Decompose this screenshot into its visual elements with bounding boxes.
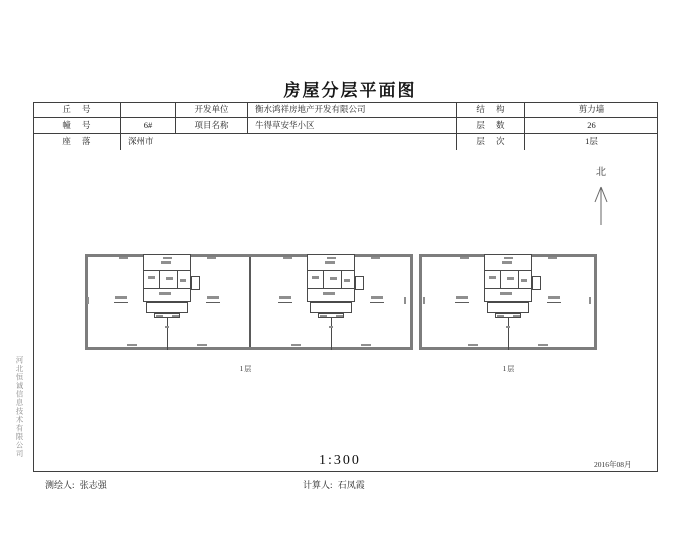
cell-value-location: 深州市 — [121, 134, 457, 150]
cell-value-project-name: 牛得草安华小区 — [248, 118, 457, 133]
page-title: 房屋分层平面图 — [283, 81, 417, 100]
unit-dividing-wall — [249, 257, 251, 347]
calculator-text: 计算人: 石凤霞 — [303, 480, 365, 490]
cell-value-building-no: 6# — [121, 118, 176, 133]
cell-value-developer: 衡水鸿祥房地产开发有限公司 — [248, 102, 457, 117]
north-label: 北 — [596, 167, 606, 178]
table-row — [33, 134, 658, 150]
table-row — [33, 102, 658, 118]
cell-label-building-no: 幢 号 — [33, 118, 121, 133]
cell-label-developer: 开发单位 — [176, 102, 248, 117]
building-outline-east — [419, 254, 597, 350]
floor-label-east: 1层 — [502, 365, 516, 373]
floor-label-west: 1层 — [239, 365, 253, 373]
table-row — [33, 118, 658, 134]
surveyor-text: 测绘人: 张志强 — [45, 480, 107, 490]
company-watermark: 河北恒诚信息技术有限公司 — [15, 356, 24, 458]
north-arrow-icon — [591, 183, 611, 227]
cell-value-plot-no — [121, 102, 176, 117]
cell-label-storeys: 层 数 — [457, 118, 525, 133]
cell-label-project-name: 项目名称 — [176, 118, 248, 133]
cell-value-floor: 1层 — [585, 136, 598, 146]
scale-text: 1:300 — [319, 453, 361, 468]
cell-value-structure: 剪力墙 — [578, 104, 605, 114]
date-text: 2016年08月 — [594, 460, 632, 469]
cell-label-structure: 结 构 — [457, 102, 525, 117]
info-table — [33, 102, 658, 150]
cell-label-floor: 层 次 — [457, 134, 525, 150]
cell-value-storeys: 26 — [587, 120, 596, 130]
cell-label-plot-no: 丘 号 — [33, 102, 121, 117]
cell-label-location: 座 落 — [33, 134, 121, 150]
